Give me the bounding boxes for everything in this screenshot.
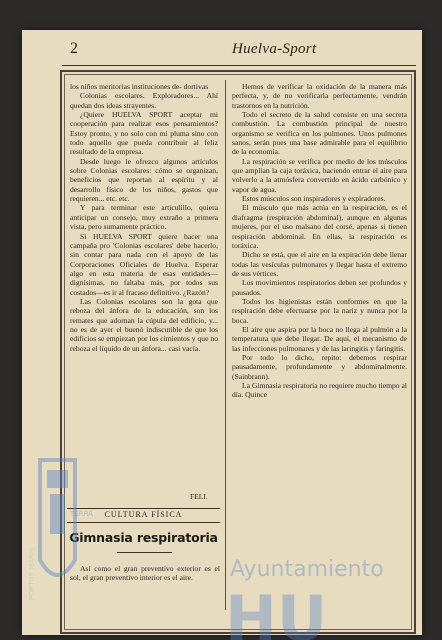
paragraph: los niños meritorias instituciones de- dortivas bbox=[70, 82, 209, 91]
paragraph: Hemos de verificar la oxidación de la manera más perfecta, y, de no verificarla perfectamente, vendrán trastornos en la nutrición. bbox=[232, 82, 407, 110]
paragraph: La respiración se verifica por medio de los músculos que amplían la caja toráxica, haciendo entrar el aire para volverlo a la atmósfera convertido en ácido carbónico y vapor de agua. bbox=[232, 156, 407, 194]
article-body: Así como el gran preventivo exterior es el sol, el gran preventivo interior es el aire. bbox=[70, 564, 220, 583]
paragraph: Todos los higienistas están conformes en que la respiración debe efectuarse por la nariz y nunca por la boca. bbox=[232, 296, 407, 325]
paragraph: Dicho se está, que el aire en la expiración debe llenar todas las vesículas pulmonares y llegar hasta el extremo de sus vértices. bbox=[232, 250, 407, 278]
watermark-line2: HU bbox=[225, 582, 328, 640]
right-column bbox=[232, 82, 407, 400]
paragraph: Estos músculos son inspiradores y expiradores. bbox=[242, 194, 386, 204]
paragraph: ¿Quiere HUELVA SPORT aceptar mi cooperación para realizar esos pensamientos? Estoy pronto, y no solo con mi pluma sino con todo aquello que pueda contribuir al feliz resultado de la empresa. bbox=[70, 110, 218, 157]
paragraph: El aire que aspira por la boca no llega al pulmón a la temperatura que debe llegar. De aquí, el mecanismo de las infecciones pulmonares y de las laringitis y faringitis. bbox=[232, 324, 407, 353]
publication-title: Huelva-Sport bbox=[232, 41, 317, 57]
paragraph: La Gimnasia respiratoria no requiere mucho tiempo al día. Quince bbox=[232, 381, 407, 400]
paragraph: Los movimientos respiratorios deben ser profundos y pausados. bbox=[232, 278, 407, 297]
section-rule-bottom bbox=[67, 522, 220, 523]
newspaper-page bbox=[22, 30, 422, 635]
paragraph: El músculo que más actúa en la respiración, es el diafragma (respiración abdominal), aunque en algunas mujeres, por el uso malsano del corsé, apenas si tienen respiración abdominal. En ellas, la respiración es toráxica. bbox=[232, 203, 407, 250]
left-column bbox=[70, 82, 218, 353]
header-rule bbox=[62, 65, 416, 66]
paragraph: Y para terminar este articulillo, quiera anticipar un consejo, muy extraño a primera vista, pero sumamente práctico. bbox=[70, 203, 218, 232]
page-number: 2 bbox=[70, 40, 78, 57]
paragraph: Por todo lo dicho, repito: debemos respirar pausadamente, profundamente y abdominalmente. (Sainbrann). bbox=[232, 352, 407, 381]
article-title: Gimnasia respiratoria bbox=[69, 530, 218, 545]
signature: FELI. bbox=[190, 492, 208, 501]
paragraph: Todo el secreto de la salud consiste en una secreta combustión. La combustión principal de nuestro organismo se verifica en los pulmones. Unos pulmones sanos, serán pues una base admirable para el equilibrio de la economía. bbox=[232, 110, 407, 157]
paragraph: Las Colonias escolares son la gota que reboza del ánfora de la educación, son los remates que adornan la cúpula del edificio, y... no es de ayer el buenó indiscutible de que los edificios se empiezan por los cimientos y que no reboza el líquido de un ánfora... casi vacía. bbox=[70, 296, 218, 353]
section-rule-top bbox=[67, 508, 220, 509]
column-divider bbox=[225, 80, 226, 610]
stamp-text: TERRA bbox=[70, 510, 93, 518]
title-underline bbox=[117, 552, 172, 553]
section-title: CULTURA FÍSICA bbox=[104, 510, 183, 519]
paragraph: Si HUELVA SPORT quiere hacer una campaña pro 'Colonias escolares' debe hacerlo, sin contar para nada con el apoyo de las Corporaciones Oficiales de Huelva. Esperar algo en esta materia de esas entidades—dignísimas, no faltaba más, por todos sus costados—es ir al fracaso definitivo. ¿Razón? bbox=[70, 231, 218, 297]
watermark-line1: Ayuntamiento bbox=[230, 557, 384, 582]
paragraph: Colonias escolares. Exploradores... Ahí quedan dos ideas strayentes. bbox=[70, 91, 218, 110]
page-header bbox=[22, 40, 422, 62]
paragraph: Desde luego le ofrezco algunos artículos sobre Colonias escolares: cómo se organizan, beneficios que reportan al espíritu y al desarrollo físico de los niños, gastos que requieren... etc. etc. bbox=[70, 156, 218, 204]
